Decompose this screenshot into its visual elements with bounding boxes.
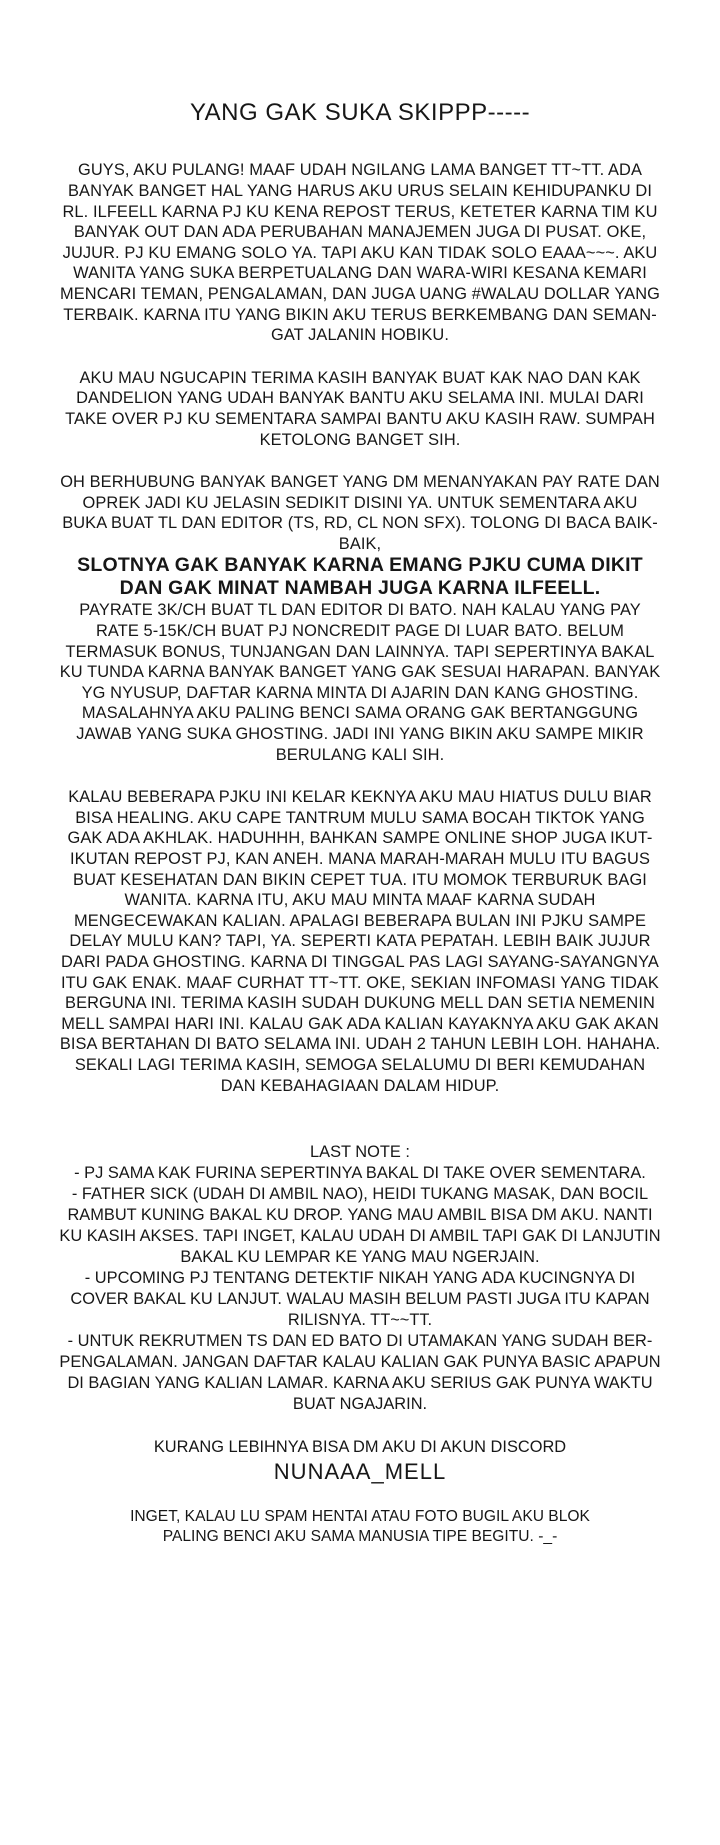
spacer	[58, 1096, 662, 1142]
spacer	[58, 126, 662, 160]
paragraph-intro: GUYS, AKU PULANG! MAAF UDAH NGILANG LAMA BANGET TT~TT. ADA BANYAK BANGET HAL YANG HARUS AKU URUS SELAIN KEHIDUPANKU DI RL. ILFEELL KARNA PJ KU KENA REPOST TERUS, KETETER KARNA TIM KU BANYAK OUT DAN ADA PERUBAHAN MANAJEMEN JUGA DI PUSAT. OKE, JUJUR. PJ KU EMANG SOLO YA. TAPI AKU KAN TIDAK SOLO EAAA~~~. AKU WANITA YANG SUKA BERPETUALANG DAN WARA-WIRI KESANA KEMARI MENCARI TEMAN, PENGALAMAN, DAN JUGA UANG #WALAU DOLLAR YANG TERBAIK. KARNA ITU YANG BIKIN AKU TERUS BERKEMBANG DAN SEMAN-GAT JALANIN HOBIKU.	[59, 161, 661, 345]
paragraph-thanks: AKU MAU NGUCAPIN TERIMA KASIH BANYAK BUAT KAK NAO DAN KAK DANDELION YANG UDAH BANYAK BANTU AKU SELAMA INI. MULAI DARI TAKE OVER PJ KU SEMENTARA SAMPAI BANTU AKU KASIH RAW. SUMPAH KETOLONG BANGET SIH.	[65, 368, 655, 449]
footer-warning-line-1: INGET, KALAU LU SPAM HENTAI ATAU FOTO BUGIL AKU BLOK	[130, 1508, 590, 1526]
paragraph-hiatus: KALAU BEBERAPA PJKU INI KELAR KEKNYA AKU MAU HIATUS DULU BIAR BISA HEALING. AKU CAPE TANTRUM MULU SAMA BOCAH TIKTOK YANG GAK ADA AKHLAK. HADUHHH, BAHKAN SAMPE ONLINE SHOP JUGA IKUT-IKUTAN REPOST PJ, KAN ANEH. MANA MARAH-MARAH MULU ITU BAGUS BUAT KESEHATAN DAN BIKIN CEPET TUA. ITU MOMOK TERBURUK BAGI WANITA. KARNA ITU, AKU MAU MINTA MAAF KARNA SUDAH MENGECEWAKAN KALIAN. APALAGI BEBERAPA BULAN INI PJKU SAMPE DELAY MULU KAN? TAPI, YA. SEPERTI KATA PEPATAH. LEBIH BAIK JUJUR DARI PADA GHOSTING. KARNA DI TINGGAL PAS LAGI SAYANG-SAYANGNYA ITU GAK ENAK. MAAF CURHAT TT~TT. OKE, SEKIAN INFOMASI YANG TIDAK BERGUNA INI. TERIMA KASIH SUDAH DUKUNG MELL DAN SETIA NEMENIN MELL SAMPAI HARI INI. KALAU GAK ADA KALIAN KAYAKNYA AKU GAK AKAN BISA BERTAHAN DI BATO SELAMA INI. UDAH 2 TAHUN LEBIH LOH. HAHAHA. SEKALI LAGI TERIMA KASIH, SEMOGA SELALUMU DI BERI KEMUDAHAN DAN KEBAHAGIAAN DALAM HIDUP.	[59, 788, 661, 1095]
spacer	[58, 450, 662, 472]
paragraph-payrate-intro: OH BERHUBUNG BANYAK BANGET YANG DM MENANYAKAN PAY RATE DAN OPREK JADI KU JELASIN SEDIKIT DISINI YA. UNTUK SEMENTARA AKU BUKA BUAT TL DAN EDITOR (TS, RD, CL NON SFX). TOLONG DI BACA BAIK-BAIK,	[60, 473, 660, 553]
contact-line: KURANG LEBIHNYA BISA DM AKU DI AKUN DISCORD	[153, 1438, 567, 1457]
last-note-item: - PJ SAMA KAK FURINA SEPERTINYA BAKAL DI TAKE OVER SEMENTARA.	[74, 1164, 646, 1183]
last-note-item: - FATHER SICK (UDAH DI AMBIL NAO), HEIDI TUKANG MASAK, DAN BOCIL RAMBUT KUNING BAKAL KU DROP. YANG MAU AMBIL BISA DM AKU. NANTI KU KASIH AKSES. TAPI INGET, KALAU UDAH DI AMBIL TAPI GAK DI LANJUTIN BAKAL KU LEMPAR KE YANG MAU NGERJAIN.	[59, 1185, 661, 1267]
footer-warning-line-2: PALING BENCI AKU SAMA MANUSIA TIPE BEGITU. -_-	[162, 1528, 558, 1546]
spacer	[58, 1415, 662, 1437]
page-title: YANG GAK SUKA SKIPPP-----	[189, 99, 531, 126]
spacer	[58, 765, 662, 787]
spacer	[58, 1485, 662, 1507]
discord-handle: NUNAAA_MELL	[273, 1459, 447, 1485]
paragraph-slot-emphasis: SLOTNYA GAK BANYAK KARNA EMANG PJKU CUMA DIKIT DAN GAK MINAT NAMBAH JUGA KARNA ILFEELL.	[77, 554, 643, 600]
last-note-heading: LAST NOTE :	[310, 1143, 410, 1162]
spacer	[58, 346, 662, 368]
last-note-item: - UNTUK REKRUTMEN TS DAN ED BATO DI UTAMAKAN YANG SUDAH BER-PENGALAMAN. JANGAN DAFTAR KALAU KALIAN GAK PUNYA BASIC APAPUN DI BAGIAN YANG KALIAN LAMAR. KARNA AKU SERIUS GAK PUNYA WAKTU BUAT NGAJARIN.	[59, 1332, 661, 1414]
paragraph-payrate-detail: PAYRATE 3K/CH BUAT TL DAN EDITOR DI BATO. NAH KALAU YANG PAY RATE 5-15K/CH BUAT PJ NONCREDIT PAGE DI LUAR BATO. BELUM TERMASUK BONUS, TUNJANGAN DAN LAINNYA. TAPI SEPERTINYA BAKAL KU TUNDA KARNA BANYAK BANGET YANG GAK SESUAI HARAPAN. BANYAK YG NYUSUP, DAFTAR KARNA MINTA DI AJARIN DAN KANG GHOSTING. MASALAHNYA AKU PALING BENCI SAMA ORANG GAK BERTANGGUNG JAWAB YANG SUKA GHOSTING. JADI INI YANG BIKIN AKU SAMPE MIKIR BERULANG KALI SIH.	[59, 601, 661, 764]
last-note-item: - UPCOMING PJ TENTANG DETEKTIF NIKAH YANG ADA KUCINGNYA DI COVER BAKAL KU LANJUT. WALAU MASIH BELUM PASTI JUGA ITU KAPAN RILISNYA. TT~~TT.	[70, 1269, 650, 1330]
